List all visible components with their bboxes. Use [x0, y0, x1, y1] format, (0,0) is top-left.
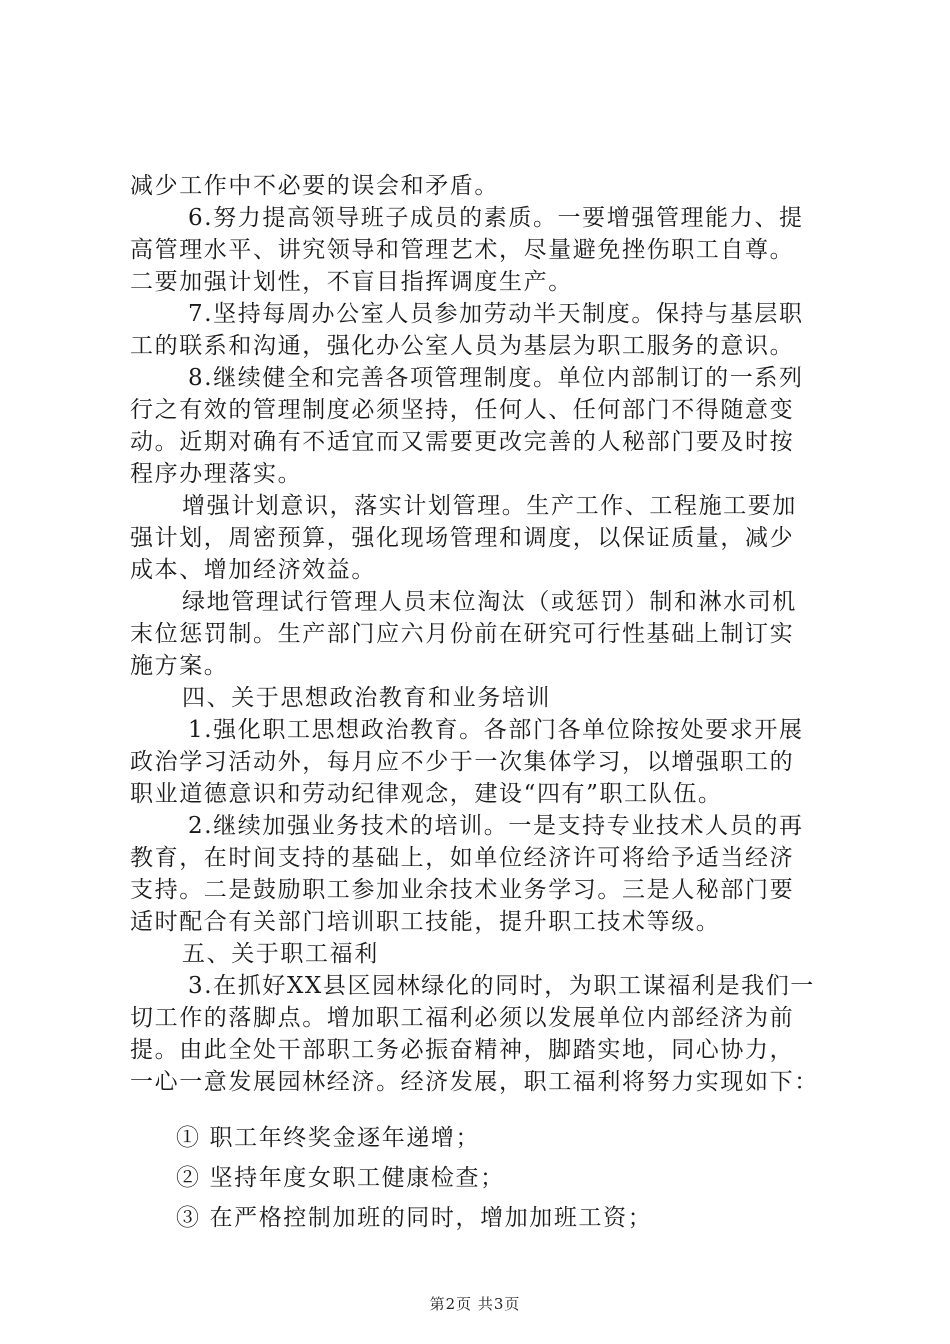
text-line: 8.继续健全和完善各项管理制度。单位内部制订的一系列	[188, 365, 804, 391]
text-line: 提。由此全处干部职工务必振奋精神，脚踏实地，同心协力，	[130, 1037, 795, 1063]
paragraph-plan	[130, 490, 830, 586]
paragraph-item-7	[130, 298, 830, 362]
text-line: 工的联系和沟通，强化办公室人员为基层为职工服务的意识。	[130, 333, 795, 359]
text-line: 7.坚持每周办公室人员参加劳动半天制度。保持与基层职	[188, 301, 804, 327]
text-line: 适时配合有关部门培训职工技能，提升职工技术等级。	[130, 909, 721, 935]
spacer	[130, 1098, 830, 1118]
text-line: 高管理水平、讲究领导和管理艺术，尽量避免挫伤职工自尊。	[130, 237, 795, 263]
document-body	[130, 170, 830, 1238]
paragraph-item-2	[130, 810, 830, 938]
section-heading: 五、关于职工福利	[182, 941, 379, 967]
text-line: 强计划，周密预算，强化现场管理和调度，以保证质量，减少	[130, 525, 795, 551]
text-line: 减少工作中不必要的误会和矛盾。	[130, 173, 499, 199]
text-line: 成本、增加经济效益。	[130, 557, 376, 583]
welfare-list	[130, 1118, 830, 1238]
text-line: 末位惩罚制。生产部门应六月份前在研究可行性基础上制订实	[130, 621, 795, 647]
text-line: 政治学习活动外，每月应不少于一次集体学习，以增强职工的	[130, 749, 795, 775]
text-line: 3.在抓好XX县区园林绿化的同时，为职工谋福利是我们一	[188, 973, 815, 999]
text-line: 施方案。	[130, 653, 229, 679]
text-line: 程序办理落实。	[130, 461, 303, 487]
list-item: ① 职工年终奖金逐年递增；	[176, 1125, 481, 1151]
text-line: 职业道德意识和劳动纪律观念，建设“四有”职工队伍。	[130, 781, 723, 807]
paragraph-item-6	[130, 202, 830, 298]
text-line: 二要加强计划性，不盲目指挥调度生产。	[130, 269, 573, 295]
text-line: 2.继续加强业务技术的培训。一是支持专业技术人员的再	[188, 813, 804, 839]
paragraph-item-1	[130, 714, 830, 810]
text-line: 教育，在时间支持的基础上，如单位经济许可将给予适当经济	[130, 845, 795, 871]
paragraph-item-8	[130, 362, 830, 490]
paragraph	[130, 170, 830, 202]
page-footer: 第2页 共3页	[429, 1295, 521, 1313]
section-heading: 四、关于思想政治教育和业务培训	[182, 685, 551, 711]
text-line: 切工作的落脚点。增加职工福利必须以发展单位内部经济为前	[130, 1005, 795, 1031]
list-item: ③ 在严格控制加班的同时，增加加班工资；	[176, 1205, 653, 1231]
text-line: 6.努力提高领导班子成员的素质。一要增强管理能力、提	[188, 205, 804, 231]
text-line: 增强计划意识，落实计划管理。生产工作、工程施工要加	[182, 493, 797, 519]
list-item: ② 坚持年度女职工健康检查；	[176, 1165, 505, 1191]
paragraph-item-3	[130, 970, 830, 1098]
text-line: 行之有效的管理制度必须坚持，任何人、任何部门不得随意变	[130, 397, 795, 423]
text-line: 支持。二是鼓励职工参加业余技术业务学习。三是人秘部门要	[130, 877, 795, 903]
text-line: 一心一意发展园林经济。经济发展，职工福利将努力实现如下：	[130, 1069, 819, 1095]
text-line: 动。近期对确有不适宜而又需要更改完善的人秘部门要及时按	[130, 429, 795, 455]
text-line: 绿地管理试行管理人员末位淘汰（或惩罚）制和淋水司机	[182, 589, 797, 615]
paragraph-greenland	[130, 586, 830, 682]
text-line: 1.强化职工思想政治教育。各部门各单位除按处要求开展	[188, 717, 804, 743]
